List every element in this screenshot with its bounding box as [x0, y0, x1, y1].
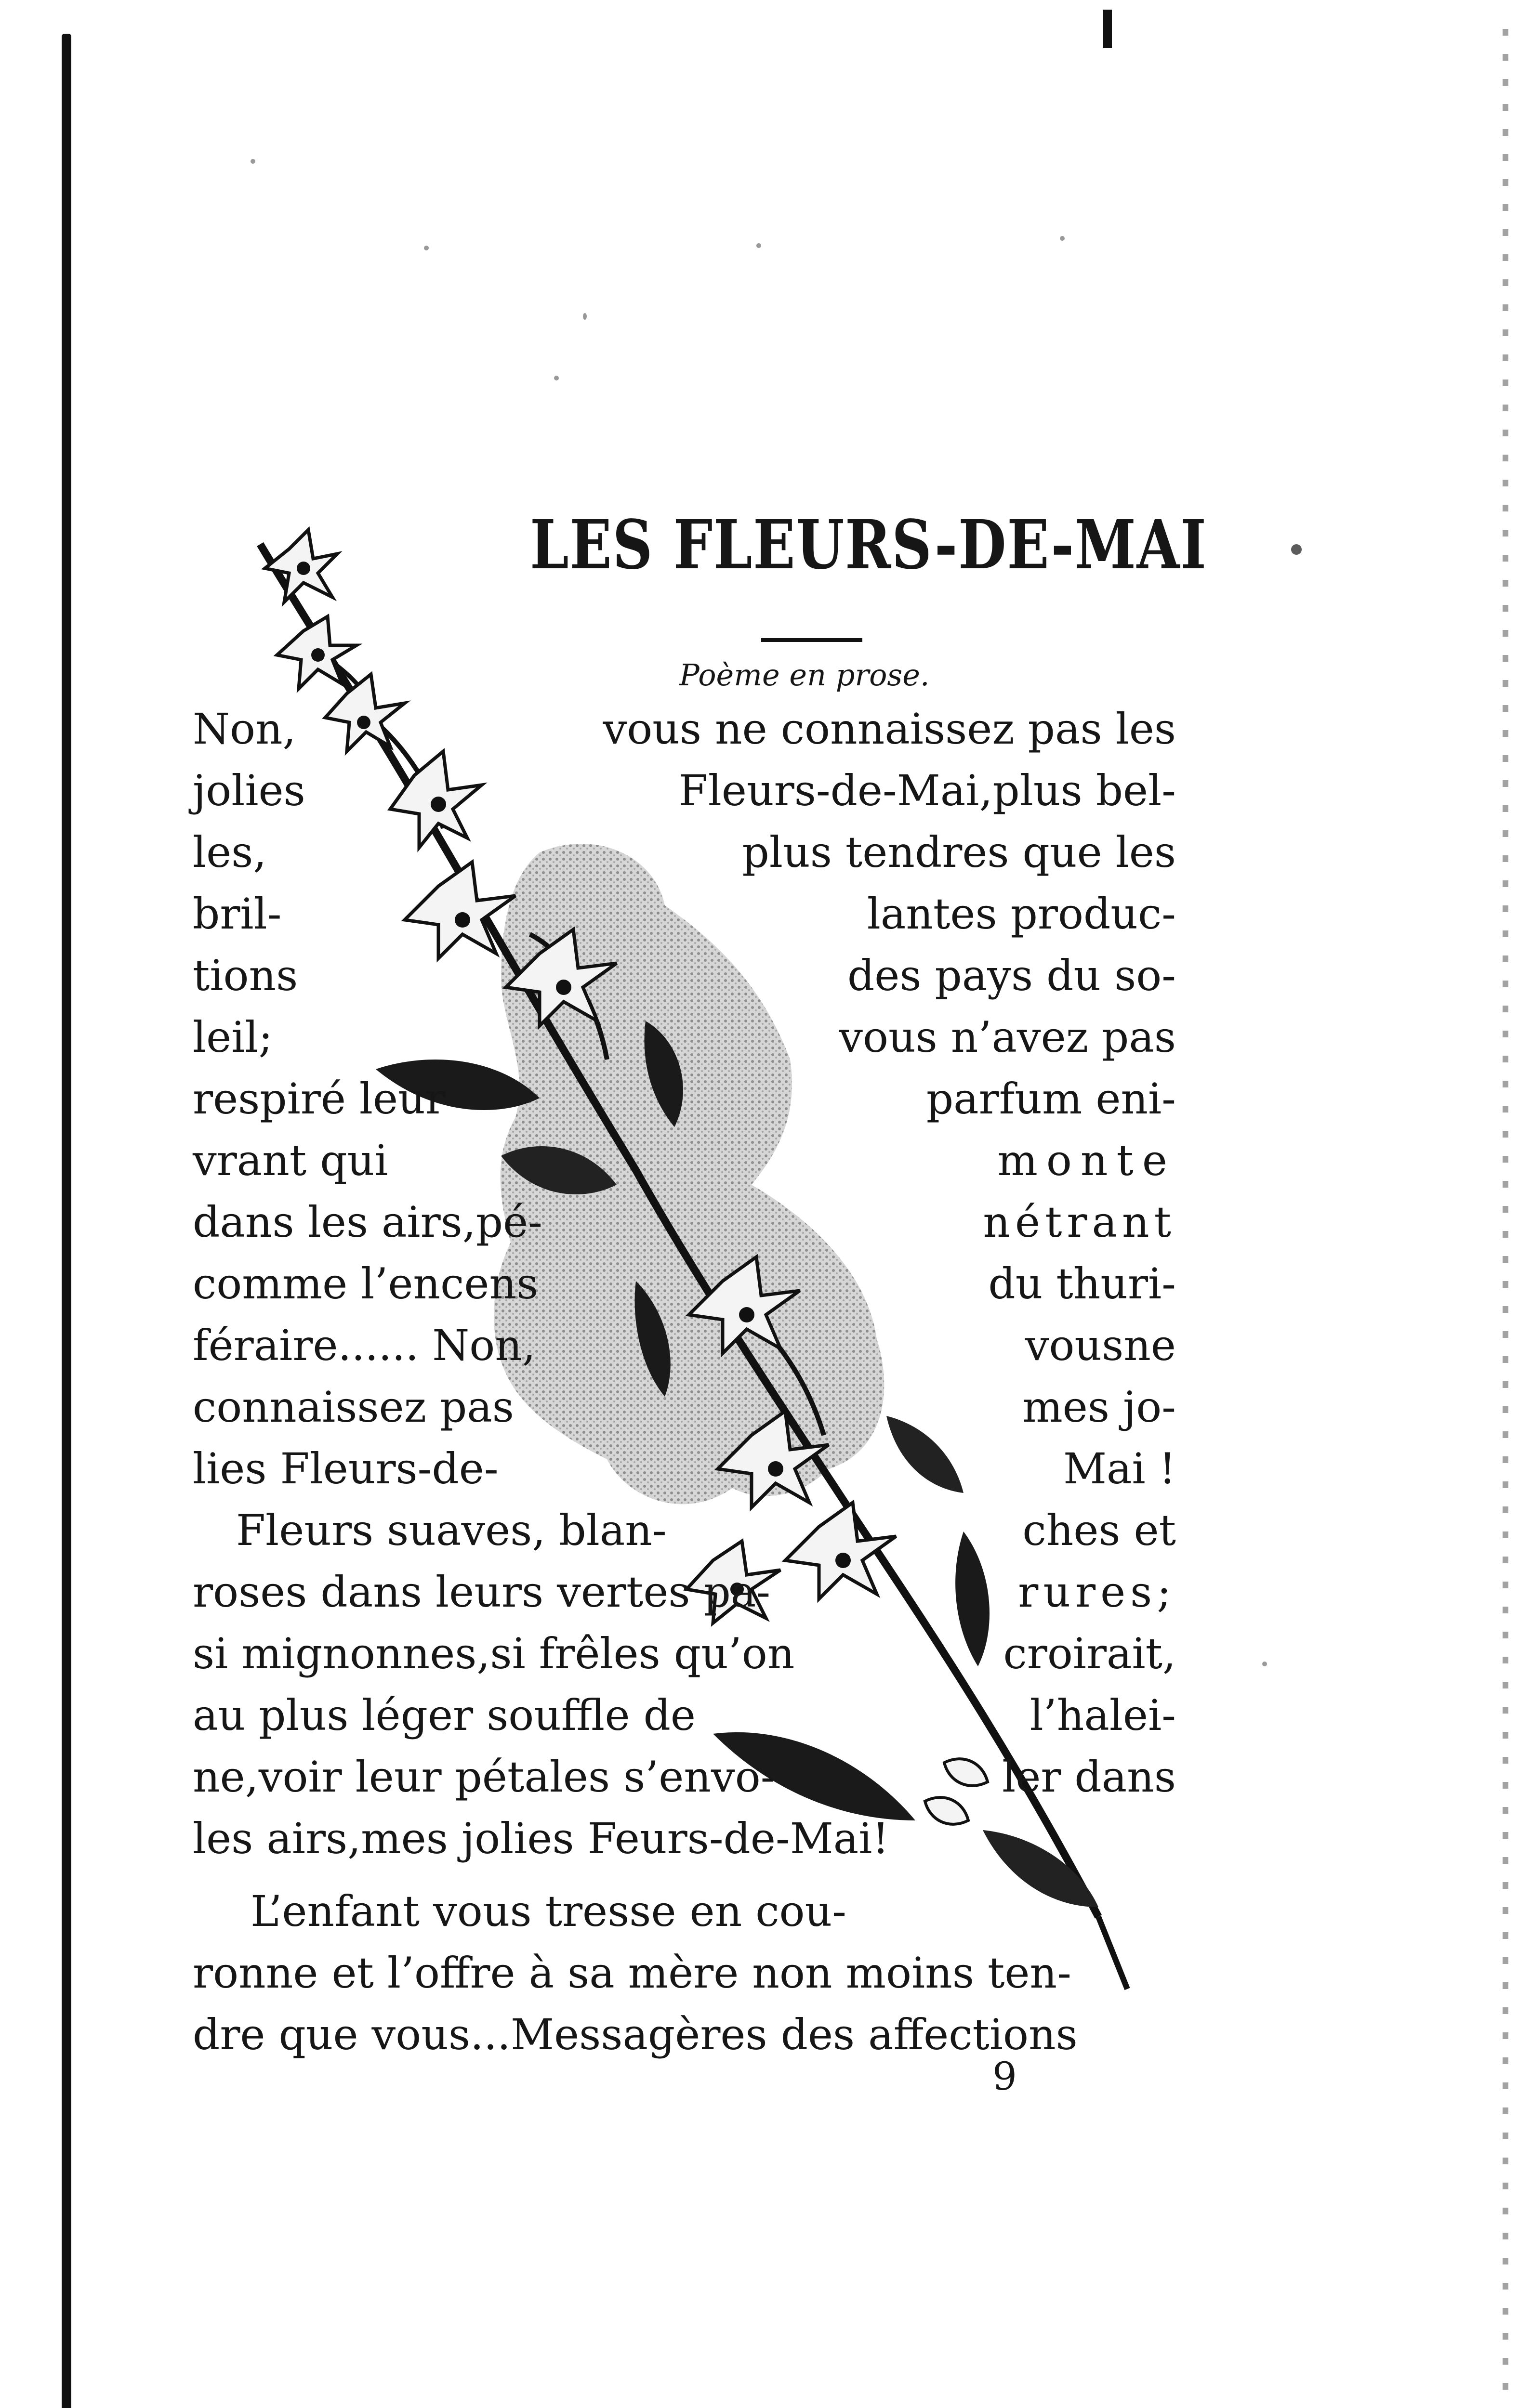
- text-line-left: respiré leur: [193, 1074, 446, 1124]
- text-line-right: monte: [997, 1136, 1176, 1185]
- text-line-right: vous n’avez pas: [839, 1012, 1176, 1062]
- page-number: 9: [992, 2054, 1017, 2099]
- text-line-left: vrant qui: [193, 1136, 388, 1185]
- page-mark: [1103, 10, 1112, 48]
- text-line-left: connaissez pas: [193, 1382, 514, 1432]
- speck: [251, 159, 255, 164]
- text-line-right: l’halei-: [1030, 1690, 1176, 1740]
- text-line-left: bril-: [193, 889, 282, 939]
- page-edge-left: [62, 34, 71, 2408]
- text-line-left: au plus léger souffle de: [193, 1690, 696, 1740]
- speck: [756, 243, 761, 248]
- text-line-left: Fleurs suaves, blan-: [236, 1505, 667, 1555]
- text-line-right: vous ne connaissez pas les: [603, 704, 1176, 754]
- speck: [1060, 236, 1065, 241]
- text-line-right: lantes produc-: [867, 889, 1176, 939]
- text-line-right: nétrant: [983, 1197, 1176, 1247]
- text-line-left: comme l’encens: [193, 1259, 539, 1309]
- page-edge-right: [1503, 29, 1508, 2408]
- text-line-right: du thuri-: [988, 1259, 1176, 1309]
- text-line-right: plus tendres que les: [742, 827, 1176, 877]
- page-subtitle: Poème en prose.: [679, 657, 930, 693]
- text-line-left: féraire...... Non,: [193, 1321, 536, 1370]
- text-line-right: mes jo-: [1022, 1382, 1176, 1432]
- text-line-right: Mai !: [1063, 1444, 1176, 1493]
- text-line-left: si mignonnes,si frêles qu’on: [193, 1629, 795, 1678]
- text-line-left: les,: [193, 827, 267, 877]
- text-line-right: des pays du so-: [847, 951, 1176, 1000]
- text-line-bottom: dre que vous...Messagères des affections: [193, 2010, 1078, 2059]
- speck: [554, 376, 559, 380]
- text-line-bottom: L’enfant vous tresse en cou-: [251, 1886, 846, 1936]
- text-line-right: vousne: [1025, 1321, 1176, 1370]
- text-line-right: croirait,: [1003, 1629, 1176, 1678]
- text-line-left: ne,voir leur pétales s’envo-: [193, 1752, 775, 1802]
- page-title: LES FLEURS-DE-MAI: [530, 506, 1207, 585]
- text-line-left: dans les airs,pé-: [193, 1197, 542, 1247]
- title-rule: [761, 638, 862, 642]
- text-line-left: lies Fleurs-de-: [193, 1444, 499, 1493]
- text-line-left: les airs,mes jolies Feurs-de-Mai!: [193, 1814, 889, 1863]
- text-line-left: leil;: [193, 1012, 273, 1062]
- speck: [1262, 1662, 1267, 1666]
- speck: [583, 313, 587, 320]
- text-line-right: ches et: [1022, 1505, 1176, 1555]
- text-line-left: jolies: [193, 766, 305, 815]
- text-line-left: tions: [193, 951, 298, 1000]
- text-line-bottom: ronne et l’offre à sa mère non moins ten-: [193, 1948, 1071, 1998]
- text-line-left: Non,: [193, 704, 296, 754]
- speck: [1291, 544, 1302, 555]
- text-line-right: Fleurs-de-Mai,plus bel-: [678, 766, 1176, 815]
- text-line-right: parfum eni-: [926, 1074, 1176, 1124]
- text-line-left: roses dans leurs vertes pa-: [193, 1567, 771, 1617]
- text-line-right: rures;: [1018, 1567, 1176, 1617]
- text-line-right: ler dans: [1002, 1752, 1176, 1802]
- speck: [424, 246, 429, 250]
